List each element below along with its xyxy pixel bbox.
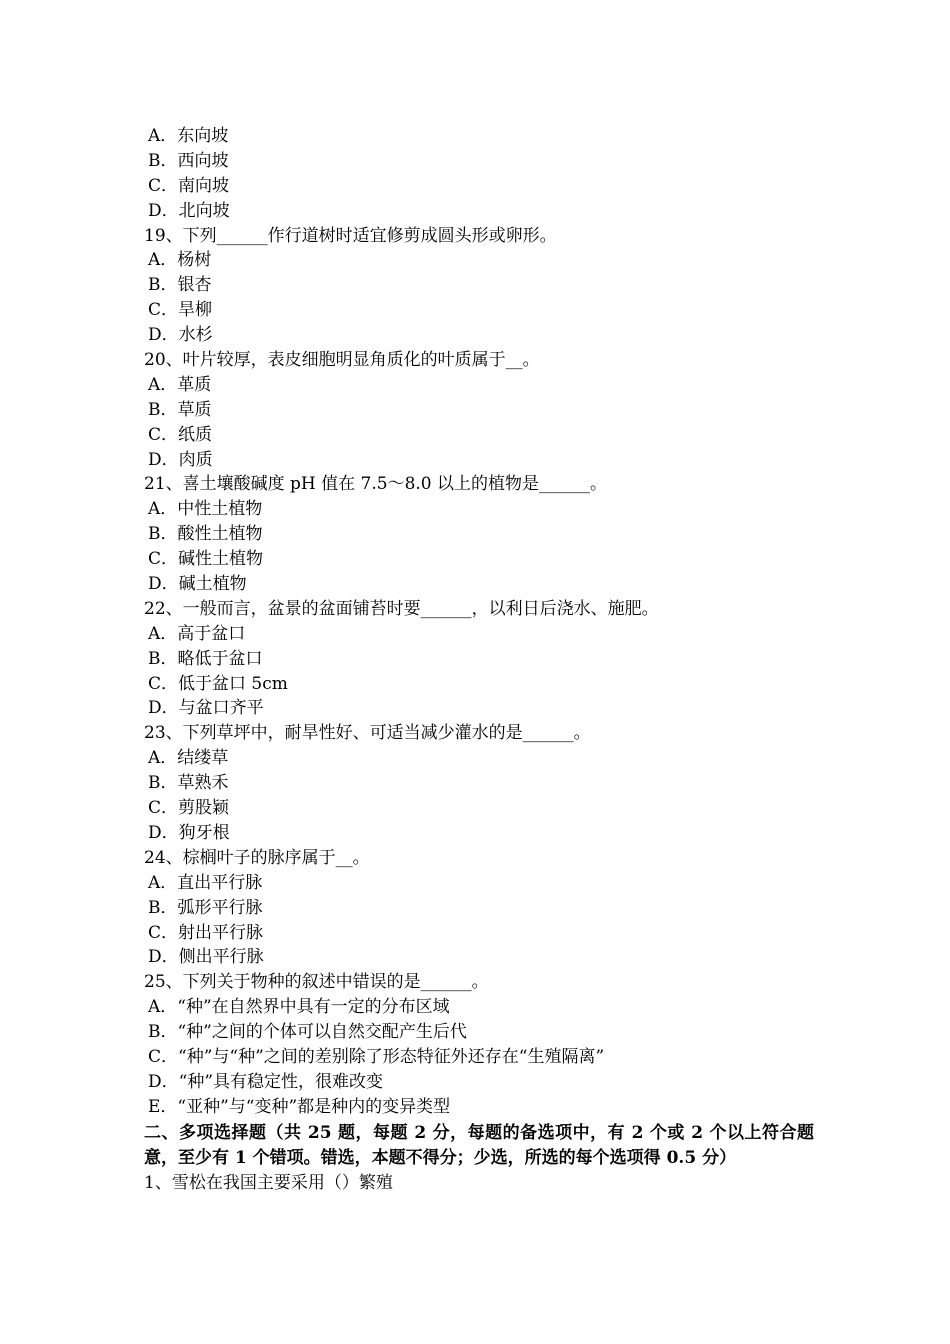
question-line: 24、棕榈叶子的脉序属于__。 (144, 847, 370, 868)
question-line: 20、叶片较厚，表皮细胞明显角质化的叶质属于__。 (144, 350, 540, 371)
answer-option: A．高于盆口 (148, 623, 246, 644)
answer-option: D．碱土植物 (148, 574, 247, 595)
answer-option: D．“种”具有稳定性，很难改变 (148, 1071, 384, 1092)
answer-option: A．直出平行脉 (148, 872, 263, 893)
answer-option: B．“种”之间的个体可以自然交配产生后代 (148, 1022, 467, 1043)
answer-option: D．水杉 (148, 325, 213, 346)
answer-option: D．与盆口齐平 (148, 698, 264, 719)
answer-option: B．酸性土植物 (148, 524, 263, 545)
answer-option: A．中性土植物 (148, 499, 263, 520)
answer-option: A．杨树 (148, 250, 212, 271)
answer-option: C．旱柳 (148, 300, 213, 321)
question-line: 23、下列草坪中，耐旱性好、可适当减少灌水的是______。 (144, 723, 591, 744)
answer-option: B．草熟禾 (148, 773, 229, 794)
answer-option: C．南向坡 (148, 175, 230, 196)
answer-option: C．“种”与“种”之间的差别除了形态特征外还存在“生殖隔离” (148, 1046, 605, 1067)
answer-option: D．北向坡 (148, 200, 230, 221)
question-line: 22、一般而言，盆景的盆面铺苔时要______，以利日后浇水、施肥。 (144, 598, 659, 619)
question-list (144, 124, 814, 1120)
answer-option: A．革质 (148, 374, 212, 395)
answer-option: B．弧形平行脉 (148, 897, 263, 918)
question-line: 1、雪松在我国主要采用（）繁殖 (144, 1172, 393, 1193)
answer-option: C．射出平行脉 (148, 922, 264, 943)
question-line: 19、下列______作行道树时适宜修剪成圆头形或卵形。 (144, 225, 557, 246)
answer-option: B．略低于盆口 (148, 648, 263, 669)
answer-option: B．银杏 (148, 275, 212, 296)
answer-option: C．剪股颖 (148, 798, 230, 819)
answer-option: A．结缕草 (148, 748, 229, 769)
answer-option: D．肉质 (148, 449, 213, 470)
answer-option: C．纸质 (148, 424, 213, 445)
answer-option: D．狗牙根 (148, 822, 230, 843)
answer-option: A．“种”在自然界中具有一定的分布区域 (148, 997, 450, 1018)
document-page (144, 124, 814, 1196)
answer-option: A．东向坡 (148, 126, 229, 146)
question-line: 25、下列关于物种的叙述中错误的是______。 (144, 972, 489, 993)
answer-option: C．碱性土植物 (148, 549, 264, 570)
section-heading: 二、多项选择题（共 25 题，每题 2 分，每题的备选项中，有 2 个或 2 个以上符合题意，至少有 1 个错项。错选，本题不得分；少选，所选的每个选项得 0.5 分） (144, 1122, 814, 1168)
answer-option: B．西向坡 (148, 150, 229, 171)
answer-option: E．“亚种”与“变种”都是种内的变异类型 (148, 1096, 451, 1117)
answer-option: B．草质 (148, 399, 212, 420)
answer-option: D．侧出平行脉 (148, 947, 264, 968)
answer-option: C．低于盆口 5cm (148, 673, 288, 694)
question-line: 21、喜土壤酸碱度 pH 值在 7.5～8.0 以上的植物是______。 (144, 474, 608, 495)
